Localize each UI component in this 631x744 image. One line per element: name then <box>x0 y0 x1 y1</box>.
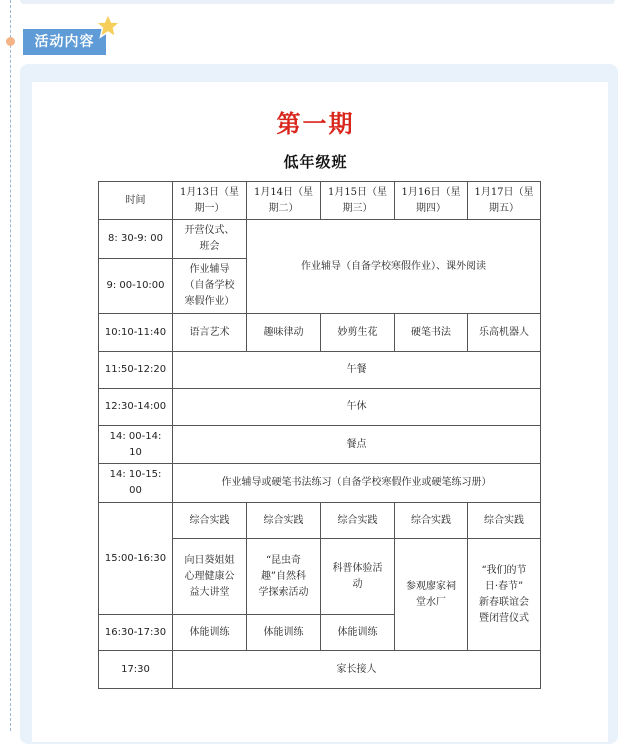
schedule-table <box>98 181 541 689</box>
activity-cell: 餐点 <box>173 426 541 464</box>
activity-cell: 体能训练 <box>321 615 395 651</box>
activity-cell: 参观廖家祠 堂水厂 <box>395 539 468 651</box>
activity-cell: “我们的节 日·春节” 新春联谊会 暨闭营仪式 <box>468 539 541 651</box>
time-cell: 14: 00-14: 10 <box>99 426 173 464</box>
table-row <box>99 651 541 689</box>
activity-cell: 体能训练 <box>247 615 321 651</box>
activity-cell: 午餐 <box>173 352 541 389</box>
activity-cell: 综合实践 <box>321 503 395 539</box>
time-cell: 15:00-16:30 <box>99 503 173 615</box>
class-subtitle: 低年级班 <box>283 153 348 171</box>
activity-cell: 家长接人 <box>173 651 541 689</box>
timeline-dot <box>6 37 15 46</box>
activity-cell: 乐高机器人 <box>468 314 541 352</box>
table-row <box>99 426 541 464</box>
activity-cell: 体能训练 <box>173 615 247 651</box>
activity-cell: 科普体验活 动 <box>321 539 395 615</box>
activity-cell: 语言艺术 <box>173 314 247 352</box>
activity-cell: 向日葵姐姐 心理健康公 益大讲堂 <box>173 539 247 615</box>
activity-cell: 硬笔书法 <box>395 314 468 352</box>
table-row <box>99 220 541 259</box>
time-cell: 14: 10-15: 00 <box>99 464 173 503</box>
header-day: 1月15日（星 期三） <box>321 182 395 220</box>
header-day: 1月16日（星 期四） <box>395 182 468 220</box>
time-cell: 11:50-12:20 <box>99 352 173 389</box>
activity-cell: 综合实践 <box>247 503 321 539</box>
table-row <box>99 352 541 389</box>
table-row <box>99 389 541 426</box>
table-row <box>99 503 541 539</box>
page-title: 第一期 <box>276 109 355 138</box>
activity-cell: 妙剪生花 <box>321 314 395 352</box>
activity-cell: “昆虫奇 趣”自然科 学探索活动 <box>247 539 321 615</box>
header-day: 1月17日（星 期五） <box>468 182 541 220</box>
time-cell: 10:10-11:40 <box>99 314 173 352</box>
activity-cell: 作业辅导（自备学校寒假作业）、课外阅读 <box>247 220 541 314</box>
activity-cell: 作业辅导或硬笔书法练习（自备学校寒假作业或硬笔练习册） <box>173 464 541 503</box>
top-divider <box>20 0 615 4</box>
activity-cell: 综合实践 <box>468 503 541 539</box>
header-time: 时间 <box>99 182 173 220</box>
table-row <box>99 464 541 503</box>
activity-cell: 午休 <box>173 389 541 426</box>
time-cell: 12:30-14:00 <box>99 389 173 426</box>
section-tag: 活动内容 <box>23 29 106 55</box>
activity-cell: 作业辅导 （自备学校 寒假作业） <box>173 259 247 314</box>
activity-cell: 综合实践 <box>395 503 468 539</box>
table-row <box>99 182 541 220</box>
time-cell: 17:30 <box>99 651 173 689</box>
activity-cell: 开营仪式、 班会 <box>173 220 247 259</box>
time-cell: 9: 00-10:00 <box>99 259 173 314</box>
header-day: 1月13日（星 期一） <box>173 182 247 220</box>
activity-cell: 综合实践 <box>173 503 247 539</box>
star-icon <box>94 12 122 40</box>
header-day: 1月14日（星 期二） <box>247 182 321 220</box>
activity-cell: 趣味律动 <box>247 314 321 352</box>
time-cell: 16:30-17:30 <box>99 615 173 651</box>
time-cell: 8: 30-9: 00 <box>99 220 173 259</box>
table-row <box>99 314 541 352</box>
